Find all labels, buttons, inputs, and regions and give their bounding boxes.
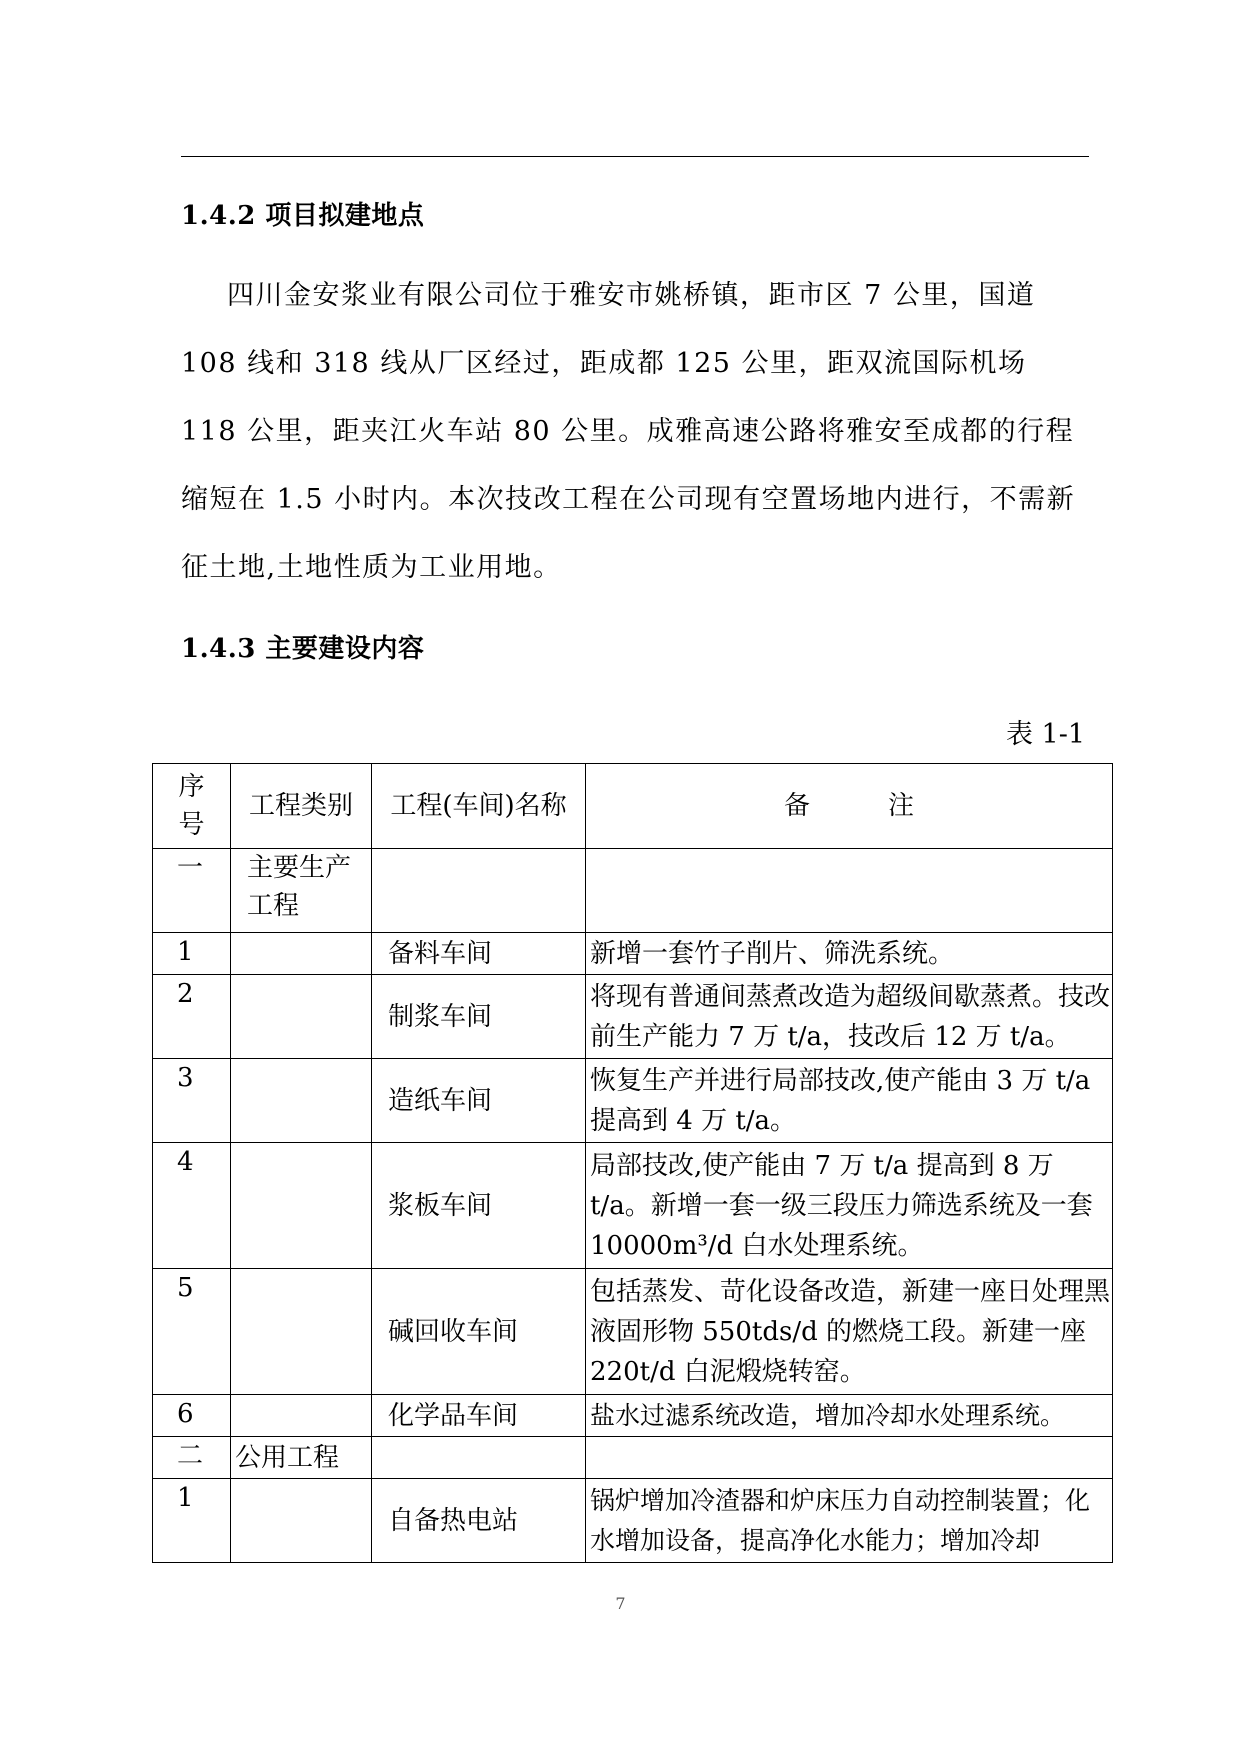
table-row bbox=[153, 1059, 1113, 1143]
cell-category: 公用工程 bbox=[231, 1437, 372, 1479]
section-heading-1-4-2: 1.4.2 项目拟建地点 bbox=[181, 201, 425, 231]
cell-category bbox=[231, 1143, 372, 1269]
cell-name: 备料车间 bbox=[372, 933, 586, 975]
section-heading-1-4-3: 1.4.3 主要建设内容 bbox=[181, 634, 425, 664]
table-row bbox=[153, 1143, 1113, 1269]
cell-seq: 2 bbox=[153, 975, 231, 1059]
cell-category bbox=[231, 1395, 372, 1437]
cell-note: 将现有普通间蒸煮改造为超级间歇蒸煮。技改前生产能力 7 万 t/a，技改后 12 万 t/a。 bbox=[586, 975, 1113, 1059]
cell-note: 盐水过滤系统改造，增加冷却水处理系统。 bbox=[586, 1395, 1113, 1437]
cell-seq: 6 bbox=[153, 1395, 231, 1437]
header-seq: 序号 bbox=[153, 764, 231, 849]
cell-category bbox=[231, 933, 372, 975]
cell-name bbox=[372, 849, 586, 933]
cell-name: 自备热电站 bbox=[372, 1479, 586, 1563]
table-row bbox=[153, 1479, 1113, 1563]
cell-seq: 二 bbox=[153, 1437, 231, 1479]
cell-seq: 1 bbox=[153, 933, 231, 975]
cell-seq: 5 bbox=[153, 1269, 231, 1395]
cell-seq: 一 bbox=[153, 849, 231, 933]
cell-note: 包括蒸发、苛化设备改造，新建一座日处理黑液固形物 550tds/d 的燃烧工段。新建一座 220t/d 白泥煅烧转窑。 bbox=[586, 1269, 1113, 1395]
cell-note: 恢复生产并进行局部技改,使产能由 3 万 t/a 提高到 4 万 t/a。 bbox=[586, 1059, 1113, 1143]
page-number: 7 bbox=[615, 1594, 626, 1613]
header-category: 工程类别 bbox=[231, 764, 372, 849]
table-row bbox=[153, 933, 1113, 975]
cell-name bbox=[372, 1437, 586, 1479]
cell-category bbox=[231, 1479, 372, 1563]
table-caption: 表 1-1 bbox=[1005, 719, 1085, 750]
cell-seq: 3 bbox=[153, 1059, 231, 1143]
header-note: 备 注 bbox=[586, 764, 1113, 849]
cell-name: 碱回收车间 bbox=[372, 1269, 586, 1395]
cell-name: 造纸车间 bbox=[372, 1059, 586, 1143]
table-row bbox=[153, 975, 1113, 1059]
cell-note: 锅炉增加冷渣器和炉床压力自动控制装置；化水增加设备，提高净化水能力；增加冷却 bbox=[586, 1479, 1113, 1563]
cell-name: 浆板车间 bbox=[372, 1143, 586, 1269]
cell-category bbox=[231, 1269, 372, 1395]
table-header-row bbox=[153, 764, 1113, 849]
cell-category bbox=[231, 1059, 372, 1143]
table-row bbox=[153, 1437, 1113, 1479]
cell-name: 化学品车间 bbox=[372, 1395, 586, 1437]
table-row bbox=[153, 1269, 1113, 1395]
table-row bbox=[153, 849, 1113, 933]
header-rule bbox=[181, 156, 1089, 157]
cell-note bbox=[586, 849, 1113, 933]
cell-note bbox=[586, 1437, 1113, 1479]
cell-note: 局部技改,使产能由 7 万 t/a 提高到 8 万 t/a。新增一套一级三段压力筛选系统及一套 10000m³/d 白水处理系统。 bbox=[586, 1143, 1113, 1269]
header-name: 工程(车间)名称 bbox=[372, 764, 586, 849]
construction-content-table bbox=[152, 763, 1113, 1563]
cell-category bbox=[231, 975, 372, 1059]
cell-seq: 4 bbox=[153, 1143, 231, 1269]
cell-category: 主要生产工程 bbox=[231, 849, 372, 933]
location-paragraph: 四川金安浆业有限公司位于雅安市姚桥镇，距市区 7 公里，国道 108 线和 318 线从厂区经过，距成都 125 公里，距双流国际机场 118 公里，距夹江火车站 80 公里。成雅高速公路将雅安至成都的行程缩短在 1.5 小时内。本次技改工程在公司现有空置场地内进行，不需新征土地,土地性质为工业用地。 bbox=[181, 280, 1076, 583]
cell-seq: 1 bbox=[153, 1479, 231, 1563]
cell-name: 制浆车间 bbox=[372, 975, 586, 1059]
cell-note: 新增一套竹子削片、筛洗系统。 bbox=[586, 933, 1113, 975]
table-row bbox=[153, 1395, 1113, 1437]
